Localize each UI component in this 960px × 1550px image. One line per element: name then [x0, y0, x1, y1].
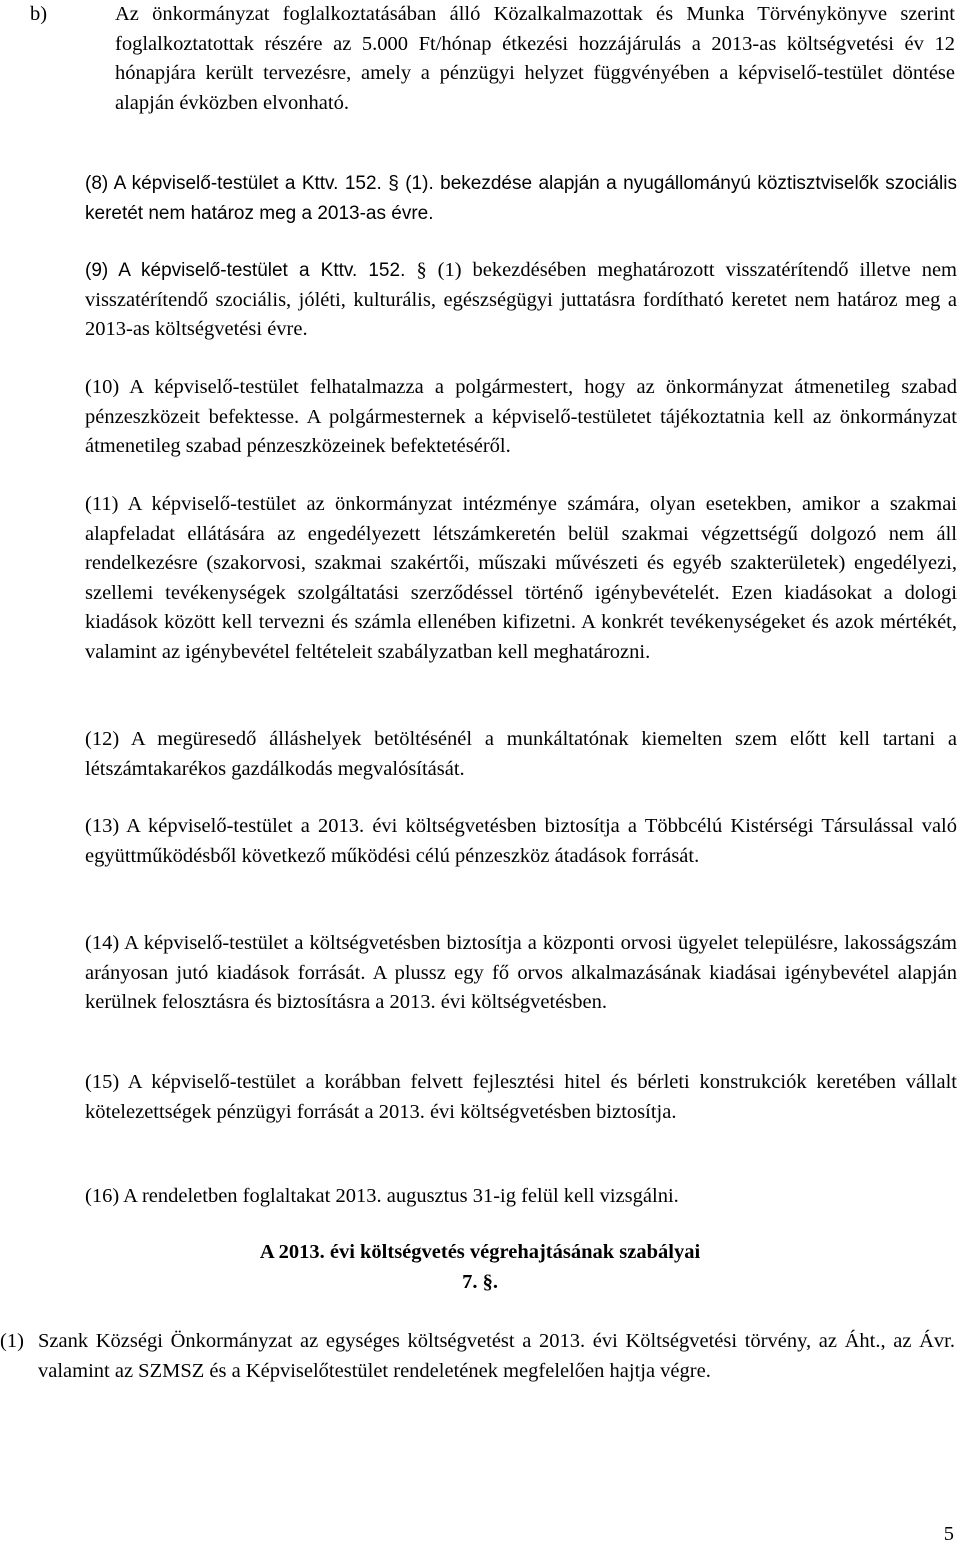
paragraph-10: (10) A képviselő-testület felhatalmazza a polgármestert, hogy az önkormányzat átmenetileg szabad pénzeszközeit befektesse. A polgármesternek a képviselő-testületet tájékoztatnia kell az önkormányzat átmenetileg szabad pénzeszközeinek befektetéséről.: [85, 376, 957, 457]
list-item-text: Az önkormányzat foglalkoztatásában álló Közalkalmazottak és Munka Törvénykönyve szerint foglalkoztatottak részére az 5.000 Ft/hónap étkezési hozzájárulás a 2013-as költségvetési év 12 hónapjára került tervezésre, amely a pénzügyi helyzet függvényében a képviselő-testület döntése alapján évközben elvonható.: [115, 3, 955, 114]
paragraph-11: (11) A képviselő-testület az önkormányzat intézménye számára, olyan esetekben, amikor a szakmai alapfeladat ellátására az engedélyezett létszámkeretén belül szakmai végzettségű dolgozó nem áll rendelkezésre (szakorvosi, szakmai szakértői, műszaki művészeti és egyéb szakterületek) engedélyezi, szellemi tevékenységek szolgáltatási szerződéssel történő igénybevételét. Ezen kiadásokat a dologi kiadások között kell tervezni és számla ellenében kifizetni. A konkrét tevékenységeket és azok mértékét, valamint az igénybevétel feltételeit szabályzatban kell meghatározni.: [85, 493, 957, 663]
paragraph-16: (16) A rendeletben foglaltakat 2013. augusztus 31-ig felül kell vizsgálni.: [85, 1185, 679, 1207]
list-item-b: [30, 0, 955, 118]
paragraph-15: (15) A képviselő-testület a korábban felvett fejlesztési hitel és bérleti konstrukciók keretében vállalt kötelezettségek pénzügyi forrását a 2013. évi költségvetésben biztosítja.: [85, 1071, 957, 1123]
paragraph-9: [85, 256, 957, 345]
paragraph-13: (13) A képviselő-testület a 2013. évi költségvetésben biztosítja a Többcélú Kistérségi Társulással való együttműködésből következő működési célú pénzeszköz átadások forrását.: [85, 815, 957, 867]
section-number: 7. §.: [462, 1271, 498, 1293]
paragraph-9-start: (9) A képviselő-testület a Kttv. 152.: [85, 260, 417, 281]
paragraph-12: (12) A megüresedő álláshelyek betöltésénél a munkáltatónak kiemelten szem előtt kell tartani a létszámtakarékos gazdálkodás megvalósítását.: [85, 728, 957, 780]
paragraph-9-rest: § (1) bekezdésében meghatározott visszatérítendő illetve nem visszatérítendő szociális, jóléti, kulturális, egészségügyi juttatásra fordítható keretet nem határoz meg a 2013-as költségvetési évre.: [85, 259, 957, 340]
section-paragraph-marker: (1): [0, 1330, 24, 1352]
section-paragraph-text: Szank Községi Önkormányzat az egységes költségvetést a 2013. évi Költségvetési törvény, az Áht., az Ávr. valamint az SZMSZ és a Képviselőtestület rendeletének megfelelően hajtja végre.: [38, 1330, 955, 1382]
page-number: 5: [943, 1523, 954, 1545]
section-paragraph-1: [0, 1327, 955, 1386]
paragraph-8: (8) A képviselő-testület a Kttv. 152. § (1). bekezdése alapján a nyugállományú köztisztviselők szociális keretét nem határoz meg a 2013-as évre.: [85, 173, 957, 224]
section-title: A 2013. évi költségvetés végrehajtásának szabályai: [259, 1241, 701, 1263]
paragraph-14: (14) A képviselő-testület a költségvetésben biztosítja a központi orvosi ügyelet településre, lakosságszám arányosan jutó kiadások forrását. A plussz egy fő orvos alkalmazásának kiadásai igénybevétel alapján kerülnek felosztásra és biztosításra a 2013. évi költségvetésben.: [85, 932, 957, 1013]
list-marker: b): [30, 3, 48, 25]
